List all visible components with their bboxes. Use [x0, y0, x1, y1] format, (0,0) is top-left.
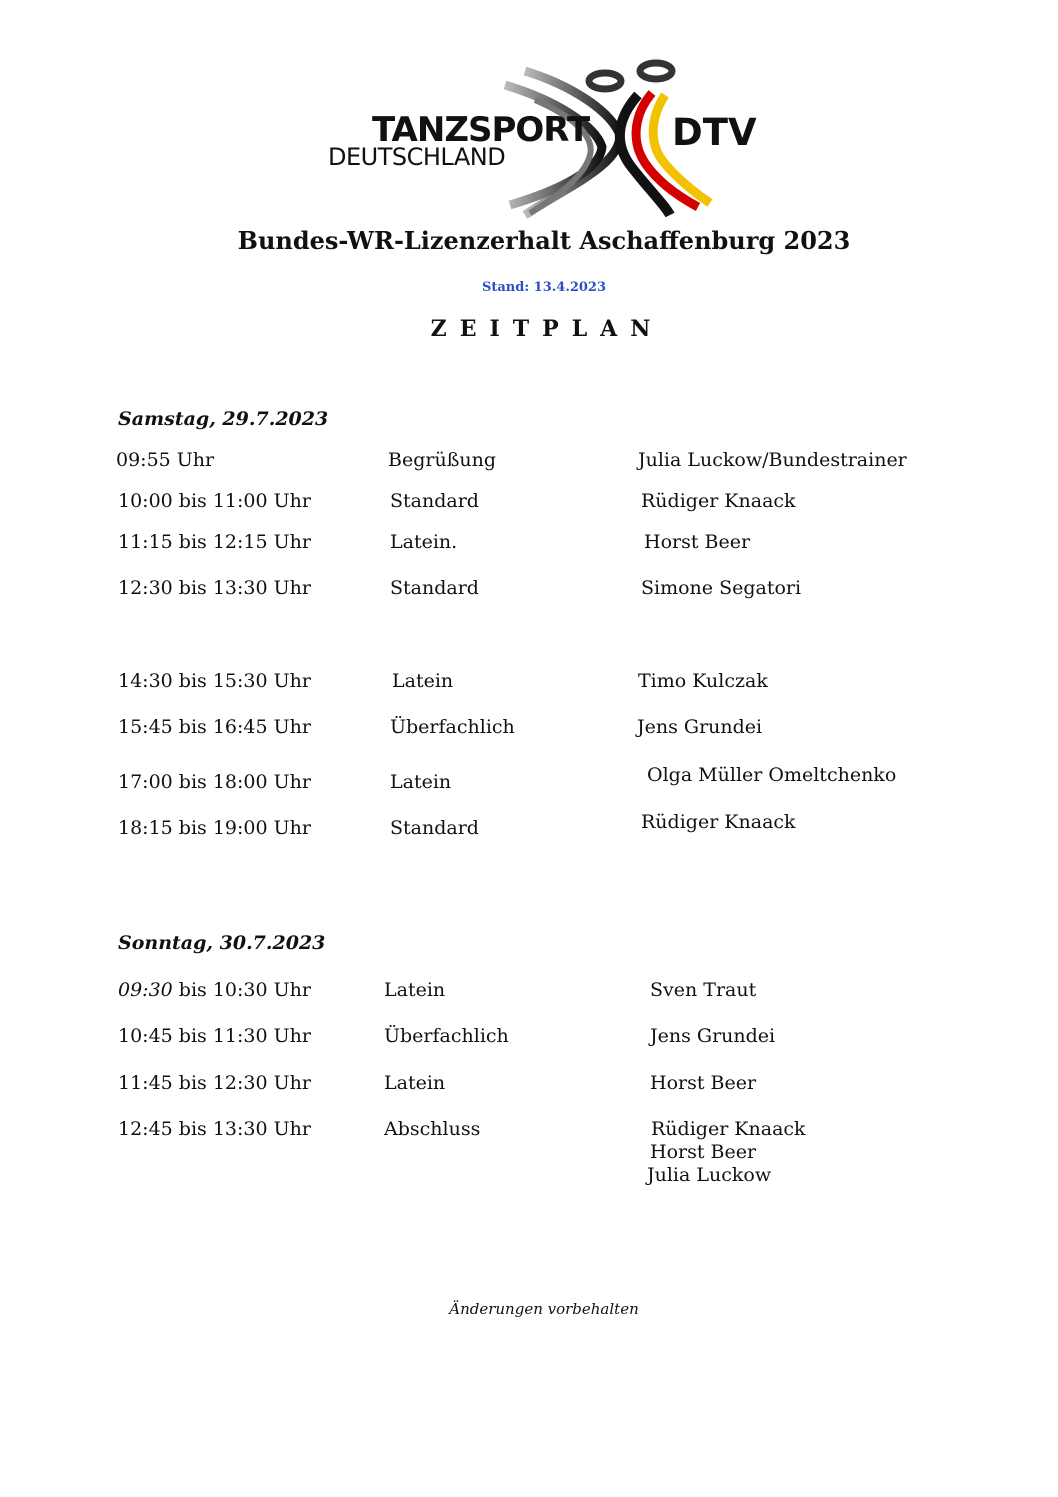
schedule-time: 12:30 bis 13:30 Uhr — [118, 577, 311, 599]
dtv-logo — [320, 55, 760, 223]
footer-note: Änderungen vorbehalten — [449, 1300, 639, 1318]
schedule-time: 11:45 bis 12:30 Uhr — [118, 1072, 311, 1094]
schedule-time: 09:55 Uhr — [116, 449, 215, 471]
schedule-time: 10:00 bis 11:00 Uhr — [118, 490, 311, 512]
zeitplan-heading: ZEITPLAN — [430, 316, 664, 342]
logo-tanzsport-text: TANZSPORT — [372, 110, 590, 150]
schedule-time: 15:45 bis 16:45 Uhr — [118, 716, 311, 738]
schedule-person: Rüdiger Knaack — [641, 490, 796, 512]
logo-deutschland-text: DEUTSCHLAND — [328, 143, 506, 171]
schedule-topic: Standard — [390, 490, 479, 512]
schedule-person: Horst Beer — [650, 1141, 757, 1163]
schedule-topic: Abschluss — [384, 1118, 481, 1140]
schedule-person: Simone Segatori — [641, 577, 802, 599]
schedule-topic: Standard — [390, 817, 479, 839]
schedule-person: Julia Luckow/Bundestrainer — [638, 449, 907, 471]
schedule-time: 10:45 bis 11:30 Uhr — [118, 1025, 311, 1047]
schedule-time-rest: bis 10:30 Uhr — [172, 979, 311, 1001]
schedule-topic: Begrüßung — [388, 449, 497, 471]
schedule-time: 18:15 bis 19:00 Uhr — [118, 817, 311, 839]
saturday-heading: Samstag, 29.7.2023 — [118, 408, 329, 430]
logo-dtv-text: DTV — [672, 111, 757, 154]
schedule-time: 11:15 bis 12:15 Uhr — [118, 531, 311, 553]
sunday-heading: Sonntag, 30.7.2023 — [118, 932, 326, 954]
schedule-person: Julia Luckow — [647, 1164, 772, 1186]
schedule-person: Jens Grundei — [650, 1025, 776, 1047]
schedule-topic: Standard — [390, 577, 479, 599]
schedule-person: Rüdiger Knaack — [641, 811, 796, 833]
schedule-topic: Latein — [390, 771, 452, 793]
stand-date: Stand: 13.4.2023 — [481, 280, 607, 295]
schedule-time: 17:00 bis 18:00 Uhr — [118, 771, 311, 793]
schedule-topic: Latein. — [390, 531, 458, 553]
schedule-topic: Überfachlich — [390, 716, 515, 738]
schedule-person: Horst Beer — [644, 531, 751, 553]
schedule-person: Timo Kulczak — [638, 670, 768, 692]
schedule-topic: Latein — [392, 670, 454, 692]
schedule-person: Jens Grundei — [637, 716, 763, 738]
document-title: Bundes-WR-Lizenzerhalt Aschaffenburg 2023 — [237, 226, 851, 255]
schedule-time-start: 09:30 — [118, 979, 173, 1001]
schedule-person: Rüdiger Knaack — [651, 1118, 806, 1140]
schedule-topic: Latein — [384, 1072, 446, 1094]
schedule-person: Olga Müller Omeltchenko — [647, 764, 897, 786]
schedule-time: 12:45 bis 13:30 Uhr — [118, 1118, 311, 1140]
schedule-time: 14:30 bis 15:30 Uhr — [118, 670, 311, 692]
schedule-person: Sven Traut — [650, 979, 757, 1001]
schedule-time — [118, 979, 311, 1001]
schedule-topic: Überfachlich — [384, 1025, 509, 1047]
schedule-topic: Latein — [384, 979, 446, 1001]
schedule-person: Horst Beer — [650, 1072, 757, 1094]
